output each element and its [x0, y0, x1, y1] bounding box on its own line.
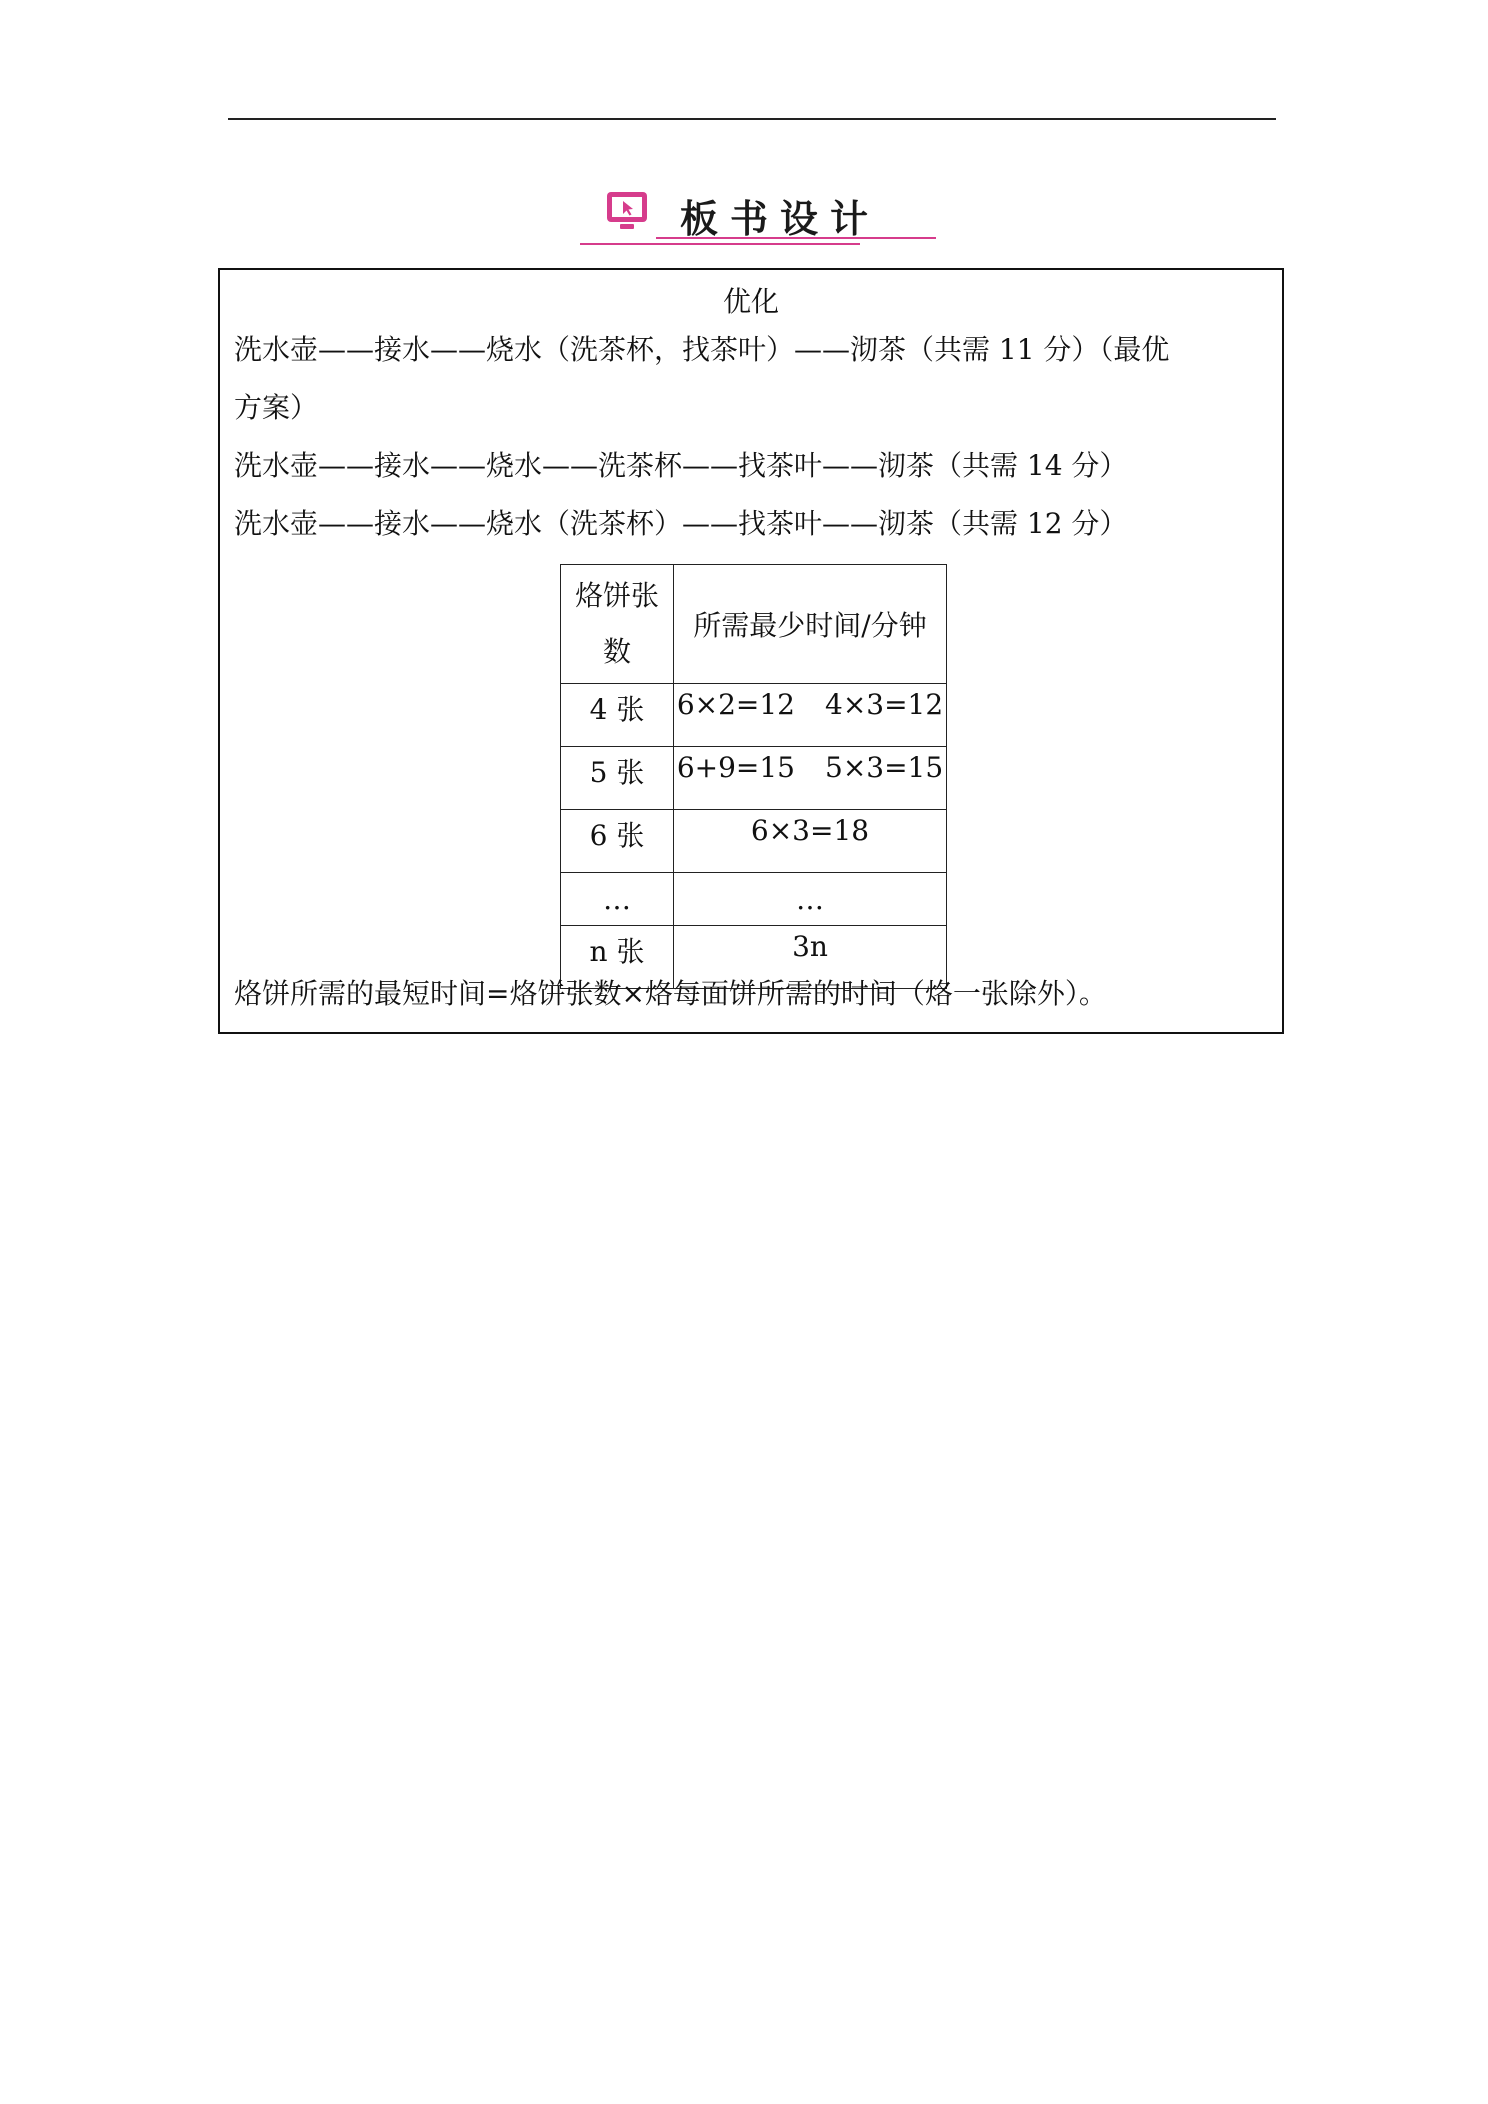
board-design-box: [218, 268, 1284, 1034]
row-count: 6 张: [561, 810, 674, 873]
conclusion-line: 烙饼所需的最短时间=烙饼张数×烙每面饼所需的时间（烙一张除外）。: [234, 977, 1107, 1010]
row-calc: …: [674, 873, 947, 926]
section-heading: [580, 180, 940, 246]
row-calc: 3n: [674, 926, 947, 989]
table-row: [561, 747, 947, 810]
row-calc: 6×3=18: [674, 810, 947, 873]
pancake-time-table: [560, 564, 947, 989]
calc-b: 5×3=15: [825, 751, 944, 784]
table-header-count: [561, 565, 674, 684]
header-count-line2: 数: [602, 635, 631, 668]
calc-a: 6×2=12: [676, 688, 795, 721]
header-count-line1: 烙饼张: [574, 579, 659, 612]
table-header-time: 所需最少时间/分钟: [674, 565, 947, 684]
plan-line: 洗水壶——接水——烧水——洗茶杯——找茶叶——沏茶（共需 14 分）: [234, 449, 1128, 482]
plan-line: 洗水壶——接水——烧水（洗茶杯，找茶叶）——沏茶（共需 11 分）（最优: [234, 333, 1170, 366]
calc-a: 6+9=15: [676, 751, 795, 784]
row-calc: [674, 747, 947, 810]
row-calc: [674, 684, 947, 747]
monitor-icon: [606, 190, 648, 232]
header-rule: [228, 118, 1276, 120]
plan-line: 洗水壶——接水——烧水（洗茶杯）——找茶叶——沏茶（共需 12 分）: [234, 507, 1128, 540]
table-row: [561, 684, 947, 747]
section-title: 板书设计: [680, 196, 881, 241]
calc-b: 4×3=12: [825, 688, 944, 721]
row-count: 5 张: [561, 747, 674, 810]
table-header-row: [561, 565, 947, 684]
table-row: [561, 873, 947, 926]
row-count: …: [561, 873, 674, 926]
title-underline-offset: [580, 243, 860, 245]
board-title: 优化: [722, 285, 779, 318]
row-count: n 张: [561, 926, 674, 989]
plan-line: 方案）: [234, 391, 319, 424]
title-underline: [656, 237, 936, 239]
table-row: [561, 810, 947, 873]
row-count: 4 张: [561, 684, 674, 747]
